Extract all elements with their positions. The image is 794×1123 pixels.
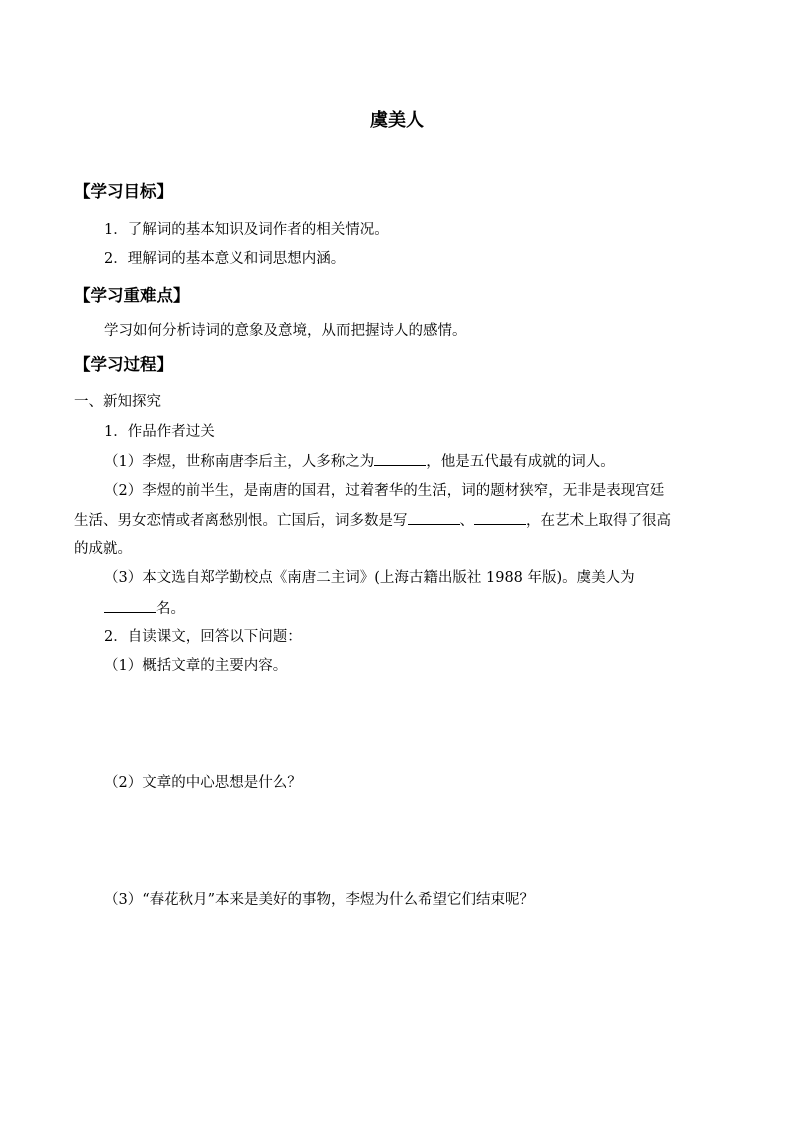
section-heading-objectives: 【学习目标】 [74, 182, 173, 201]
objective-item-2: 2．理解词的基本意义和词思想内涵。 [104, 251, 346, 267]
question-2-line-1: （2）李煜的前半生，是南唐的国君，过着奢华的生活，词的题材狭窄，无非是表现宫廷 [104, 483, 665, 499]
reading-question-1: （1）概括文章的主要内容。 [104, 658, 288, 674]
question-3-line-2 [104, 598, 185, 619]
answer-blank[interactable] [374, 451, 426, 466]
answer-blank[interactable] [474, 510, 526, 525]
answer-blank[interactable] [104, 598, 156, 613]
question-3-line-1: （3）本文选自郑学勤校点《南唐二主词》(上海古籍出版社 1988 年版)。虞美人为 [104, 570, 635, 586]
question-2-line-3: 的成就。 [74, 541, 132, 557]
question-2-text-a: 生活、男女恋情或者离愁别恨。亡国后，词多数是写 [74, 513, 408, 529]
question-1-before: （1）李煜，世称南唐李后主，人多称之为 [104, 454, 375, 470]
question-2-line-2 [74, 510, 671, 531]
sub1-title: 1．作品作者过关 [104, 424, 215, 440]
objective-item-1: 1．了解词的基本知识及词作者的相关情况。 [104, 222, 389, 238]
question-1-after: ，他是五代最有成就的词人。 [426, 454, 615, 470]
reading-question-2: （2）文章的中心思想是什么？ [104, 775, 302, 791]
reading-question-3: （3）“春花秋月”本来是美好的事物，李煜为什么希望它们结束呢？ [104, 892, 535, 908]
question-3-after: 名。 [156, 601, 185, 617]
key-points-text: 学习如何分析诗词的意象及意境，从而把握诗人的感情。 [104, 323, 467, 339]
question-2-text-c: ，在艺术上取得了很高 [526, 513, 671, 529]
part1-title: 一、新知探究 [74, 394, 161, 410]
page-title: 虞美人 [370, 110, 424, 131]
answer-blank[interactable] [408, 510, 460, 525]
section-heading-key-points: 【学习重难点】 [74, 286, 190, 305]
sub2-title: 2．自读课文，回答以下问题： [104, 629, 302, 645]
section-heading-process: 【学习过程】 [74, 355, 173, 374]
question-2-text-b: 、 [459, 513, 474, 529]
question-1 [104, 451, 615, 472]
